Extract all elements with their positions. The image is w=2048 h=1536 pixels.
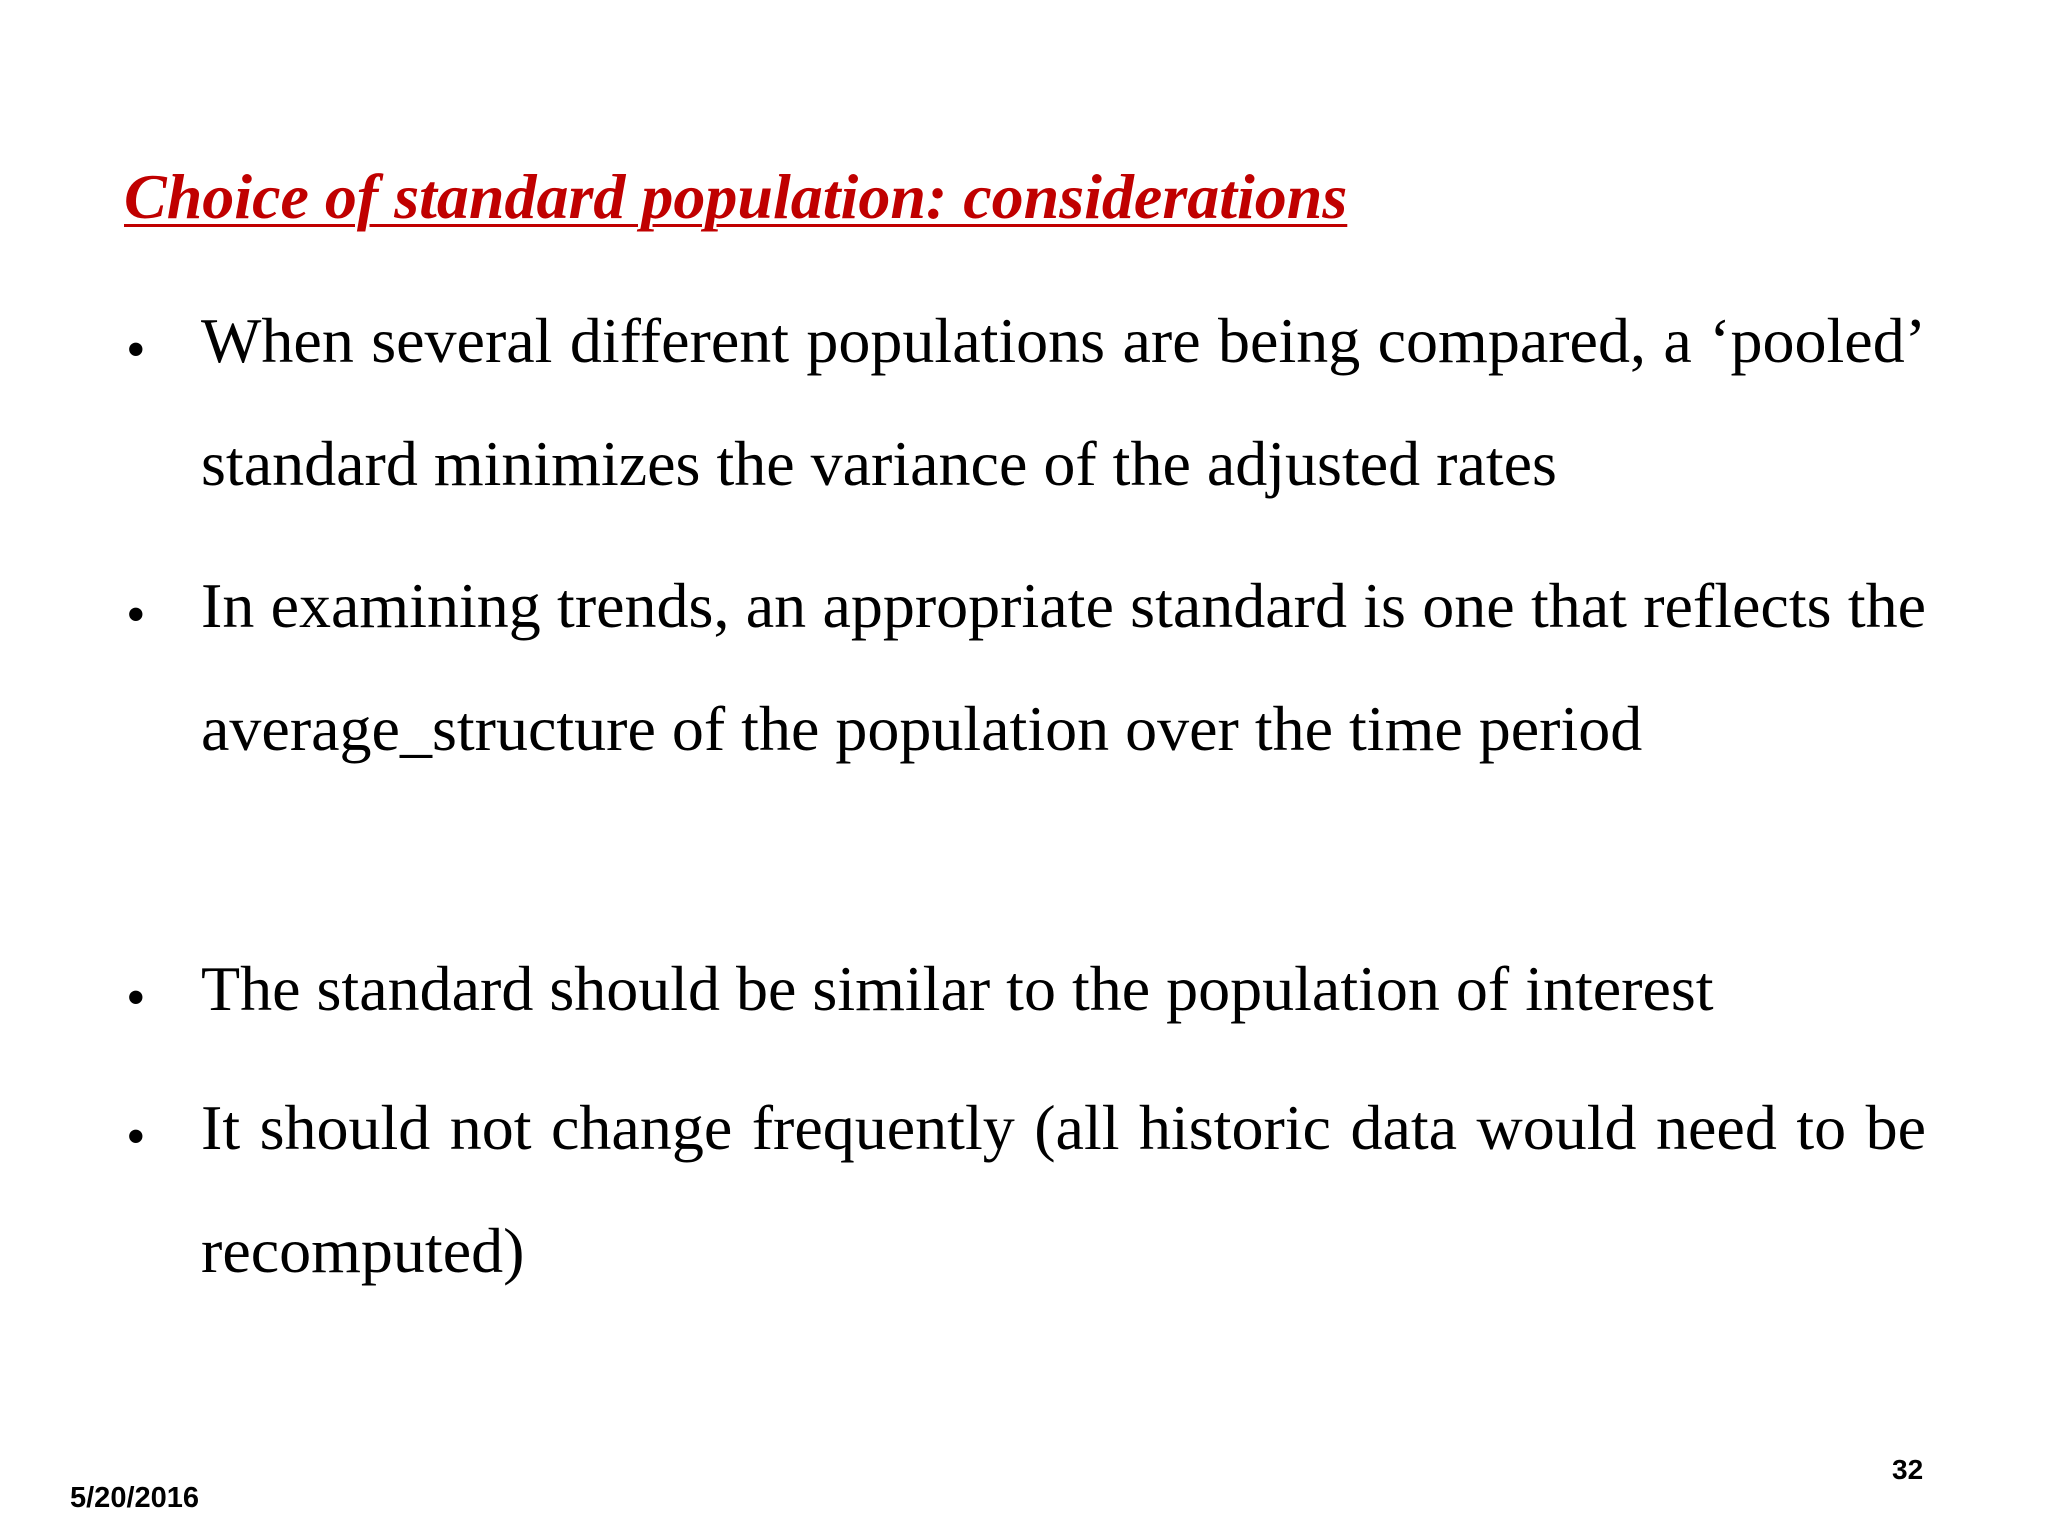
bullet-item-3-text: The standard should be similar to the population of interest	[201, 953, 1714, 1024]
bullet-icon: •	[126, 584, 146, 646]
bullet-icon: •	[126, 967, 146, 1029]
slide-date: 5/20/2016	[70, 1482, 200, 1514]
bullet-item-2-text: In examining trends, an appropriate standard is one that reflects the average_structure of the population over the time period	[201, 570, 1926, 764]
bullet-icon: •	[126, 319, 146, 381]
slide-title: Choice of standard population: considerations	[124, 161, 1348, 232]
bullet-item-4-text: It should not change frequently (all historic data would need to be recomputed)	[201, 1092, 1926, 1286]
bullet-item-1-text: When several different populations are being compared, a ‘pooled’ standard minimizes the variance of the adjusted rates	[201, 305, 1926, 499]
bullet-icon: •	[126, 1106, 146, 1168]
slide-page-number: 32	[1892, 1454, 1924, 1485]
